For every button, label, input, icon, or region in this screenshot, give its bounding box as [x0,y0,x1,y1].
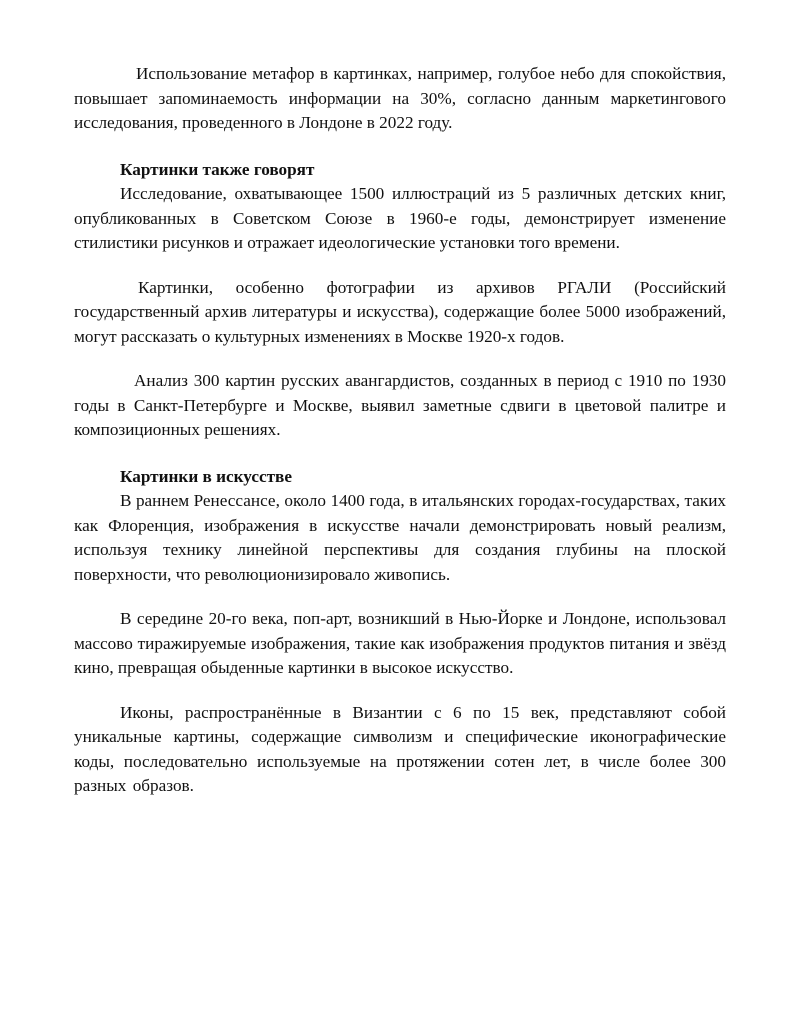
paragraph-pop-art: В середине 20-го века, поп-арт, возникший в Нью-Йорке и Лондоне, использовал массово тиражируемые изображения, такие как изображения продуктов питания и звёзд кино, превращая обыденные картинки в высокое искусство. [74,609,726,677]
paragraph-soviet-illustrations: Исследование, охватывающее 1500 иллюстраций из 5 различных детских книг, опубликованных в Советском Союзе в 1960-е годы, демонстрирует изменение стилистики рисунков и отражает идеологические установки того времени. [74,184,726,252]
section-heading-pictures-in-art: Картинки в искусстве [120,466,292,486]
document-body [74,62,726,799]
section-heading-pictures-speak: Картинки также говорят [120,159,315,179]
paragraph-icons-byzantium: Иконы, распространённые в Византии с 6 по 15 век, представляют собой уникальные картины, содержащие символизм и специфические иконографические коды, последовательно используемые на протяжении сотен лет, в числе более 300 разных образов. [74,702,726,795]
paragraph-rgali-archives: Картинки, особенно фотографии из архивов РГАЛИ (Российский государственный архив литературы и искусства), содержащие более 5000 изображений, могут рассказать о культурных изменениях в Москве 1920-х годов. [74,277,726,346]
paragraph-renaissance: В раннем Ренессансе, около 1400 года, в итальянских городах-государствах, таких как Флоренция, изображения в искусстве начали демонстрировать новый реализм, используя технику линейной перспективы для создания глубины на плоской поверхности, что революционизировало живопись. [74,491,726,584]
paragraph-avant-garde: Анализ 300 картин русских авангардистов, созданных в период с 1910 по 1930 годы в Санкт-Петербурге и Москве, выявил заметные сдвиги в цветовой палитре и композиционных решениях. [74,371,726,439]
paragraph-metaphors: Использование метафор в картинках, например, голубое небо для спокойствия, повышает запоминаемость информации на 30%, согласно данным маркетингового исследования, проведенного в Лондоне в 2022 году. [74,64,726,132]
